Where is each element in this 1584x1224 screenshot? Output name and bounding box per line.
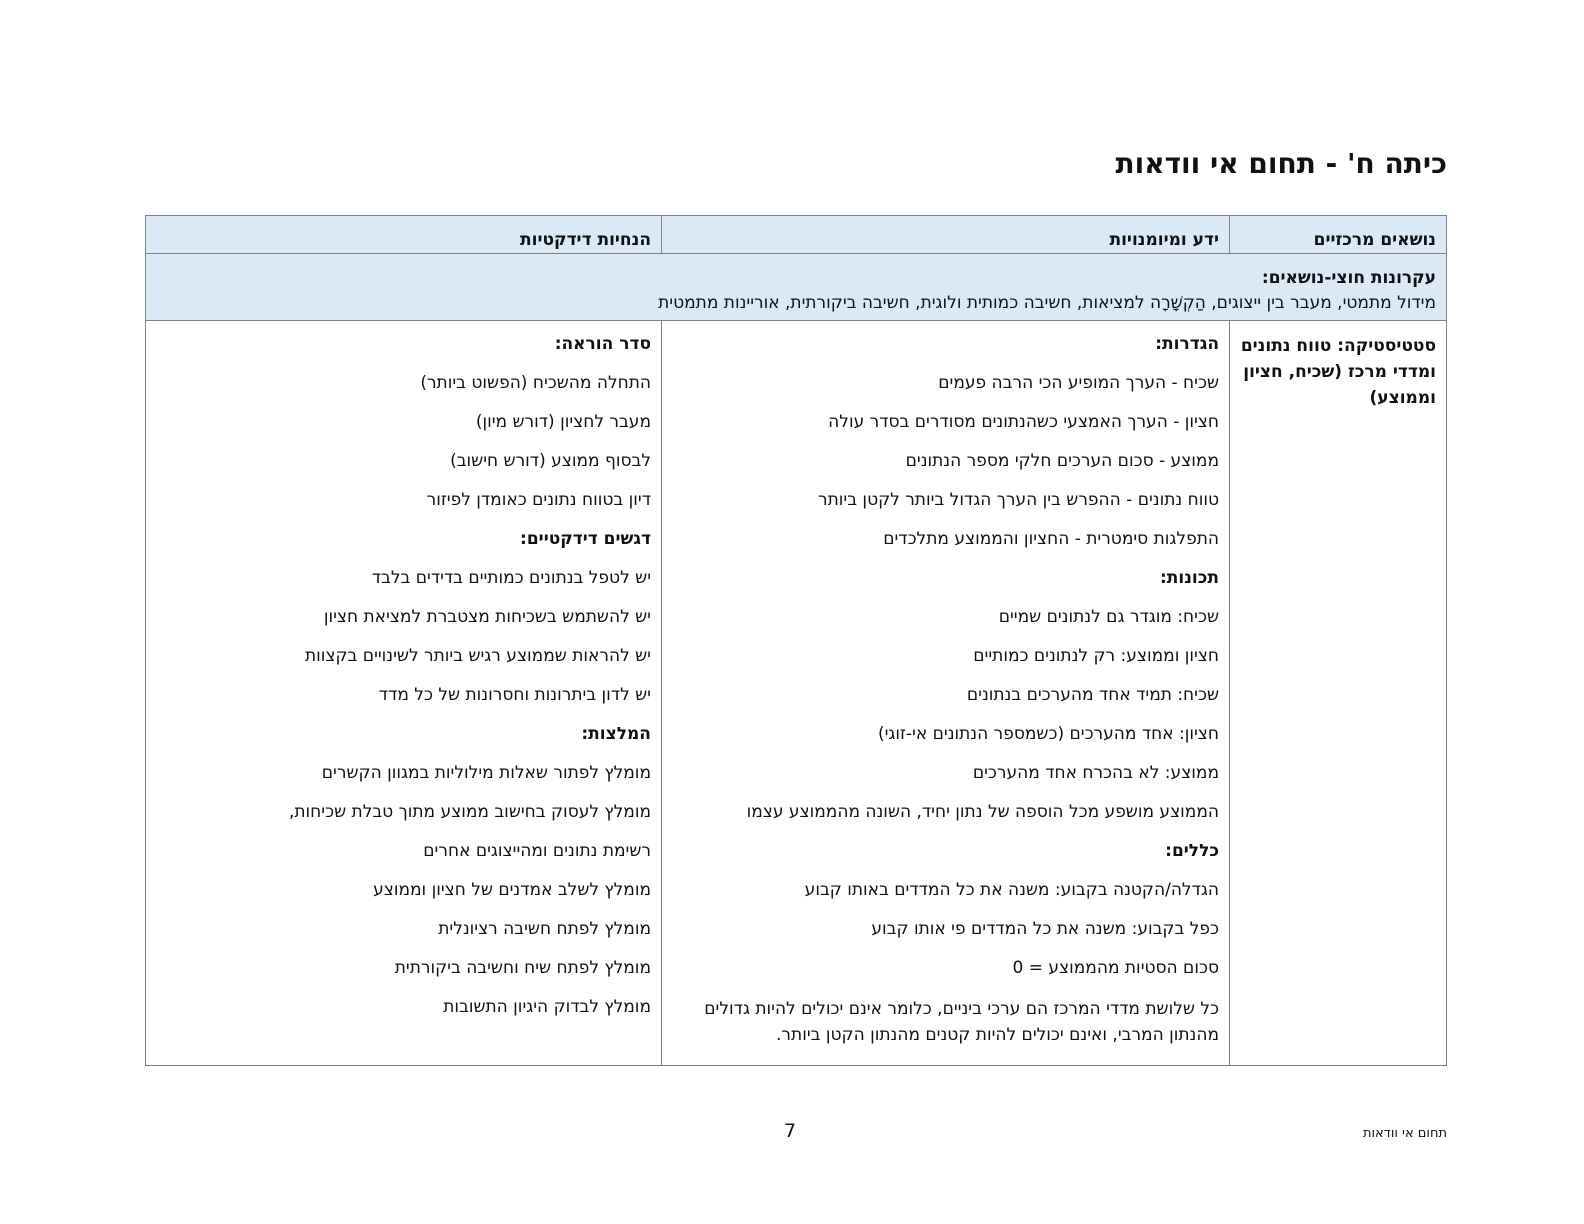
list-item: ממוצע: לא בהכרח אחד מהערכים — [972, 763, 1219, 783]
header-knowledge: ידע ומיומנויות — [662, 216, 1230, 253]
cross-topic-principles-row — [146, 254, 1446, 321]
list-item: רשימת נתונים ומהייצוגים אחרים — [423, 841, 651, 861]
list-item: התפלגות סימטרית - החציון והממוצע מתלכדים — [883, 529, 1219, 549]
list-item: כפל בקבוע: משנה את כל המדדים פי אותו קבוע — [871, 919, 1219, 939]
list-item: לבסוף ממוצע (דורש חישוב) — [450, 451, 651, 471]
header-guidelines: הנחיות דידקטיות — [146, 216, 662, 253]
list-item: מעבר לחציון (דורש מיון) — [475, 412, 651, 432]
topic-text: סטטיסטיקה: טווח נתונים ומדדי מרכז (שכיח, חציון וממוצע) — [1240, 336, 1436, 408]
principles-title: עקרונות חוצי-נושאים: — [1261, 268, 1436, 288]
header-topics: נושאים מרכזיים — [1313, 230, 1436, 250]
list-item: יש לדון ביתרונות וחסרונות של כל מדד — [378, 685, 651, 705]
page-number: 7 — [783, 1120, 797, 1142]
table-body-row — [146, 321, 1446, 1065]
list-item: חציון - הערך האמצעי כשהנתונים מסודרים בסדר עולה — [828, 412, 1219, 432]
knowledge-cell — [662, 321, 1230, 1065]
recommendations-title: המלצות: — [581, 724, 651, 744]
list-item: מומלץ לעסוק בחישוב ממוצע מתוך טבלת שכיחות, — [288, 802, 651, 822]
list-item: חציון: אחד מהערכים (כשמספר הנתונים אי-זוגי) — [877, 724, 1219, 744]
list-item: שכיח - הערך המופיע הכי הרבה פעמים — [938, 373, 1219, 393]
curriculum-table — [145, 215, 1447, 1066]
didactic-emphases-title: דגשים דידקטיים: — [520, 529, 651, 549]
list-item: ממוצע - סכום הערכים חלקי מספר הנתונים — [905, 451, 1219, 471]
list-item: שכיח: תמיד אחד מהערכים בנתונים — [966, 685, 1219, 705]
list-item: שכיח: מוגדר גם לנתונים שמיים — [998, 607, 1219, 627]
list-item: יש להראות שממוצע רגיש ביותר לשינויים בקצוות — [304, 646, 651, 666]
properties-title: תכונות: — [1159, 568, 1219, 588]
list-item: טווח נתונים - ההפרש בין הערך הגדול ביותר לקטן ביותר — [818, 490, 1219, 510]
definitions-title: הגדרות: — [1155, 334, 1219, 354]
list-item: התחלה מהשכיח (הפשוט ביותר) — [420, 373, 651, 393]
list-item: חציון וממוצע: רק לנתונים כמותיים — [973, 646, 1219, 666]
teaching-order-title: סדר הוראה: — [554, 334, 651, 354]
page-title: כיתה ח' - תחום אי וודאות — [1115, 147, 1447, 180]
footer-label: תחום אי וודאות — [1362, 1126, 1447, 1141]
rules-title: כללים: — [1165, 841, 1219, 861]
list-item: יש לטפל בנתונים כמותיים בדידים בלבד — [371, 568, 651, 588]
list-item: מומלץ לבדוק היגיון התשובות — [443, 997, 651, 1017]
list-item: מומלץ לפתח שיח וחשיבה ביקורתית — [394, 958, 651, 978]
list-item: יש להשתמש בשכיחות מצטברת למציאת חציון — [323, 607, 651, 627]
list-item: מומלץ לשלב אמדנים של חציון וממוצע — [373, 880, 651, 900]
guidelines-cell — [146, 321, 662, 1065]
list-item: הממוצע מושפע מכל הוספה של נתון יחיד, השונה מהממוצע עצמו — [746, 802, 1219, 822]
list-item: הגדלה/הקטנה בקבוע: משנה את כל המדדים באותו קבוע — [804, 880, 1219, 900]
table-header-row — [146, 216, 1446, 254]
topic-cell — [1230, 321, 1446, 1065]
list-item: סכום הסטיות מהממוצע = 0 — [1012, 958, 1219, 978]
list-item: מומלץ לפתור שאלות מילוליות במגוון הקשרים — [321, 763, 651, 783]
list-item: דיון בטווח נתונים כאומדן לפיזור — [426, 490, 651, 510]
list-item: כל שלושת מדדי המרכז הם ערכי ביניים, כלומר אינם יכולים להיות גדולים מהנתון המרבי, ואינם יכולים להיות קטנים מהנתון הקטן ביותר. — [704, 999, 1219, 1045]
list-item: מומלץ לפתח חשיבה רציונלית — [438, 919, 651, 939]
principles-text: מידול מתמטי, מעבר בין ייצוגים, הַקְשָׁרָה למציאות, חשיבה כמותית ולוגית, חשיבה ביקורתית, אוריינות מתמטית — [658, 293, 1436, 313]
